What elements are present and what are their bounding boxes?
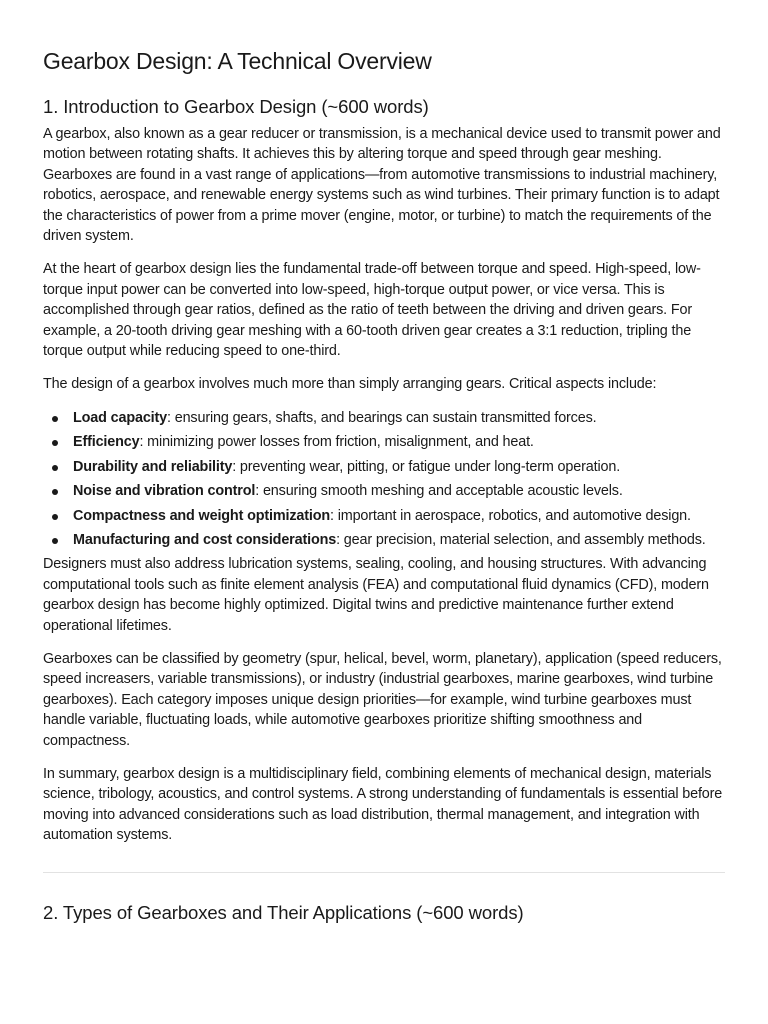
page-title: Gearbox Design: A Technical Overview [43, 48, 432, 74]
critical-aspects-list [43, 408, 725, 550]
list-item-text: : minimizing power losses from friction, misalignment, and heat. [139, 434, 534, 451]
paragraph: In summary, gearbox design is a multidisciplinary field, combining elements of mechanical design, materials science, tribology, acoustics, and control systems. A strong understanding of fundamentals is essential before moving into advanced considerations such as load distribution, thermal management, and integration with automation systems. [43, 765, 723, 844]
list-item-term: Efficiency [73, 434, 140, 451]
bullet-dot-icon [52, 489, 58, 495]
list-item [73, 481, 725, 501]
list-item [73, 530, 725, 550]
paragraph: Gearboxes can be classified by geometry (spur, helical, bevel, worm, planetary), application (speed reducers, speed increasers, variable transmissions), or industry (industrial gearboxes, marine gearboxes, wind turbine gearboxes). Each category imposes unique design priorities—for example, wind turbine gearboxes must handle variable, fluctuating loads, while automotive gearboxes prioritize shifting smoothness and compactness. [43, 650, 722, 749]
list-item-term: Compactness and weight optimization [73, 507, 330, 524]
list-item-text: : gear precision, material selection, and assembly methods. [336, 531, 706, 548]
list-item-term: Manufacturing and cost considerations [73, 531, 337, 548]
section-heading: 2. Types of Gearboxes and Their Applications (~600 words) [43, 901, 524, 923]
list-item [73, 506, 725, 526]
paragraph: Designers must also address lubrication systems, sealing, cooling, and housing structures. With advancing computational tools such as finite element analysis (FEA) and computational fluid dynamics (CFD), modern gearbox design has become highly optimized. Digital twins and predictive maintenance further extend operational lifetimes. [43, 556, 709, 634]
section-heading: 1. Introduction to Gearbox Design (~600 words) [43, 96, 429, 117]
list-item-text: : ensuring smooth meshing and acceptable acoustic levels. [255, 483, 623, 500]
paragraph: The design of a gearbox involves much more than simply arranging gears. Critical aspects include: [43, 376, 657, 393]
bullet-dot-icon [52, 416, 58, 422]
list-item-text: : important in aerospace, robotics, and automotive design. [330, 507, 691, 524]
bullet-dot-icon [52, 440, 58, 446]
section-types [43, 901, 725, 925]
list-item [73, 408, 725, 428]
list-item [73, 457, 725, 477]
list-item-term: Durability and reliability [73, 458, 233, 475]
bullet-dot-icon [52, 465, 58, 471]
bullet-dot-icon [52, 538, 58, 544]
section-divider [43, 872, 725, 873]
list-item-term: Noise and vibration control [73, 483, 256, 500]
list-item-text: : preventing wear, pitting, or fatigue under long-term operation. [232, 458, 621, 475]
bullet-dot-icon [52, 514, 58, 520]
paragraph: At the heart of gearbox design lies the fundamental trade-off between torque and speed. High-speed, low-torque input power can be converted into low-speed, high-torque output power, or vice versa. This is accomplished through gear ratios, defined as the ratio of teeth between the driving and driven gears. For example, a 20-tooth driving gear meshing with a 60-tooth driven gear creates a 3:1 reduction, tripling the torque output while reducing speed to one-third. [43, 261, 701, 360]
list-item-text: : ensuring gears, shafts, and bearings can sustain transmitted forces. [167, 409, 597, 426]
section-introduction [43, 95, 725, 846]
list-item-term: Load capacity [73, 409, 168, 426]
list-item [73, 432, 725, 452]
paragraph: A gearbox, also known as a gear reducer or transmission, is a mechanical device used to transmit power and motion between rotating shafts. It achieves this by altering torque and speed through gear meshing. Gearboxes are found in a vast range of applications—from automotive transmissions to industrial machinery, robotics, aerospace, and renewable energy systems such as wind turbines. Their primary function is to adapt the characteristics of power from a prime mover (engine, motor, or turbine) to match the requirements of the driven system. [43, 126, 721, 245]
